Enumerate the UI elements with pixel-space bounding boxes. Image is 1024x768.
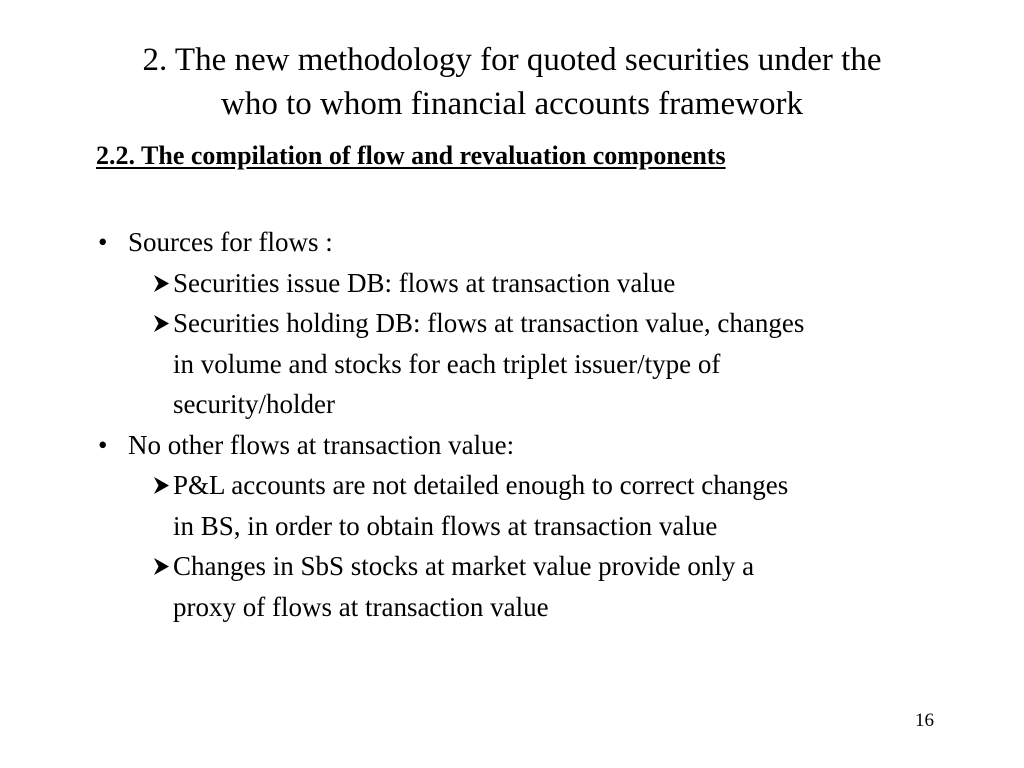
arrowhead-bullet-icon xyxy=(153,303,173,333)
page-number: 16 xyxy=(915,710,934,731)
bullet-dot-icon: • xyxy=(98,227,108,257)
bullet-text: No other flows at transaction value: xyxy=(128,429,515,460)
sub-bullet-text xyxy=(173,263,998,304)
sub-bullet-line: proxy of flows at transaction value xyxy=(173,591,549,622)
sub-bullet-text xyxy=(173,546,998,627)
arrowhead-bullet-icon xyxy=(153,465,173,495)
sub-bullet-item xyxy=(153,263,998,304)
bullet-list xyxy=(98,222,998,627)
sub-bullet-line: Securities issue DB: flows at transaction value xyxy=(173,267,676,298)
sub-bullet-line: in volume and stocks for each triplet issuer/type of xyxy=(173,348,721,379)
sub-bullet-line: Changes in SbS stocks at market value provide only a xyxy=(173,551,755,581)
sub-bullet-line: Securities holding DB: flows at transaction value, changes xyxy=(173,308,805,338)
sub-bullet-item xyxy=(153,546,998,627)
slide-title-line-2: who to whom financial accounts framework xyxy=(221,86,803,122)
sub-bullet-text xyxy=(173,465,998,546)
slide-title xyxy=(0,38,1024,126)
bullet-item xyxy=(98,222,998,263)
section-subtitle: 2.2. The compilation of flow and revaluation components xyxy=(96,141,726,170)
arrowhead-bullet-icon xyxy=(153,263,173,293)
slide-title-line-1: 2. The new methodology for quoted securities under the xyxy=(142,42,882,78)
bullet-text: Sources for flows : xyxy=(128,227,333,257)
sub-bullet-item xyxy=(153,465,998,546)
arrowhead-bullet-icon xyxy=(153,546,173,576)
bullet-item xyxy=(98,425,998,466)
sub-bullet-line: in BS, in order to obtain flows at transaction value xyxy=(173,510,718,541)
sub-bullet-text xyxy=(173,303,998,425)
sub-bullet-line: P&L accounts are not detailed enough to correct changes xyxy=(173,470,789,500)
sub-bullet-item xyxy=(153,303,998,425)
sub-bullet-line: security/holder xyxy=(173,389,335,419)
bullet-dot-icon: • xyxy=(98,429,108,460)
